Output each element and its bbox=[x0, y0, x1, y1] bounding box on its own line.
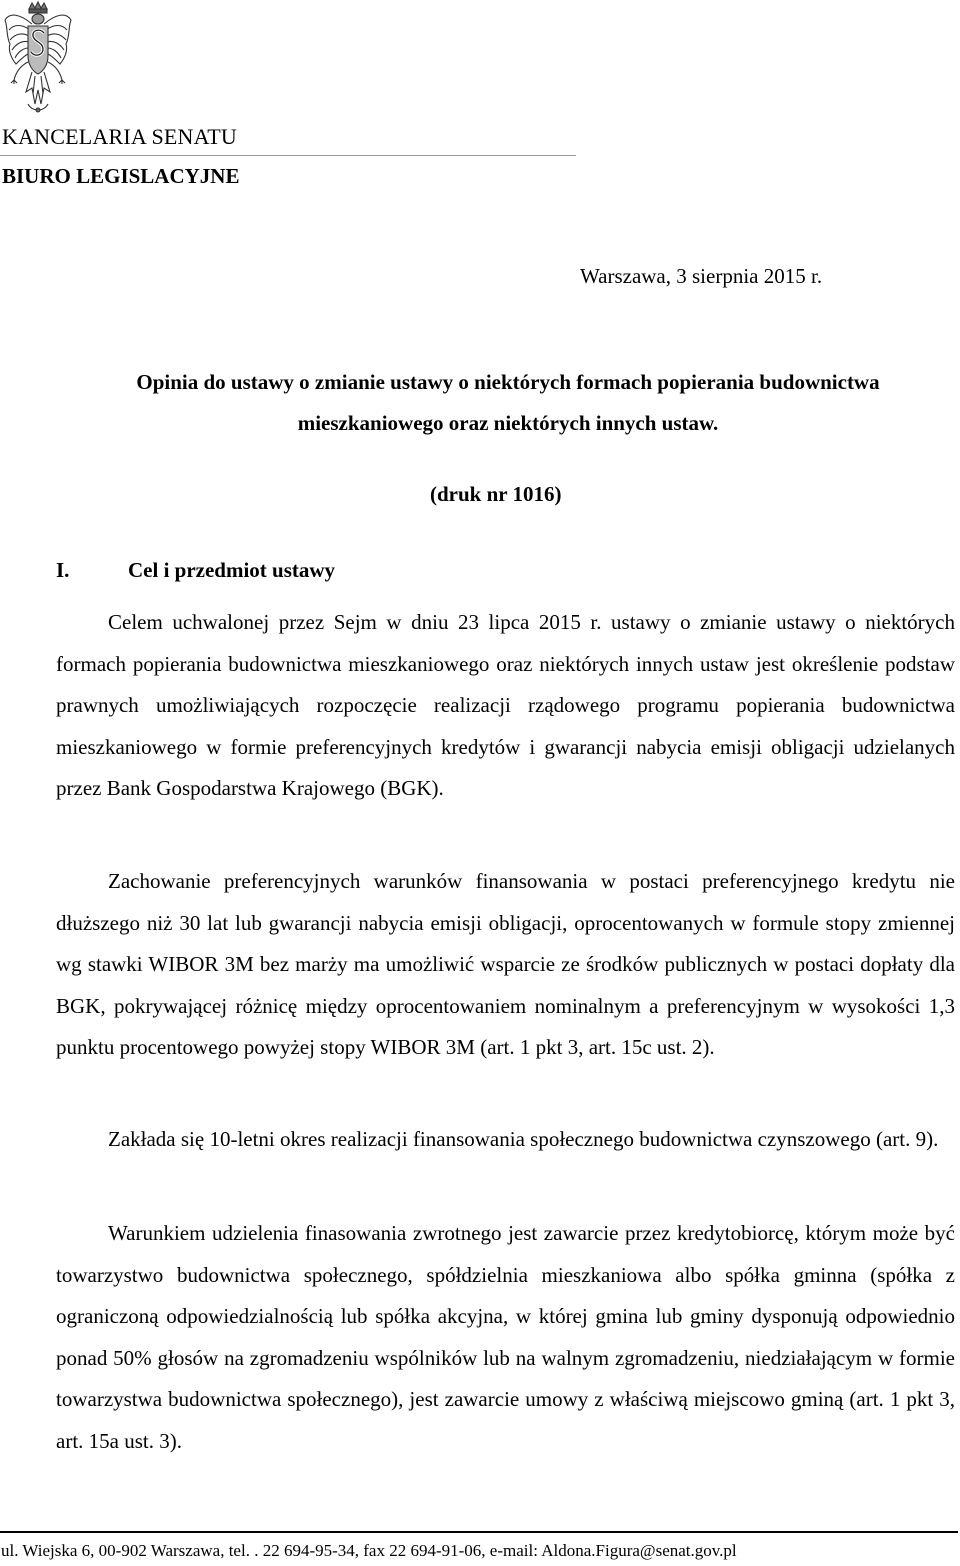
header-divider bbox=[0, 155, 576, 156]
paragraph-4: Warunkiem udzielenia finasowania zwrotnego jest zawarcie przez kredytobiorcę, którym może być towarzystwo budownictwa społecznego, spółdzielnia mieszkaniowa albo spółka gminna (spółka z ograniczoną odpowiedzialnością lub spółka akcyjna, w której gmina lub gminy dysponują odpowiednio ponad 50% głosów na zgromadzeniu wspólników lub na walnym zgromadzeniu, niedziałającym w formie towarzystwa budownictwa społecznego), jest zawarcie umowy z właściwą miejscowo gminą (art. 1 pkt 3, art. 15a ust. 3). bbox=[56, 1221, 955, 1453]
senate-eagle-emblem-icon bbox=[2, 0, 74, 118]
paragraph-2: Zachowanie preferencyjnych warunków finansowania w postaci preferencyjnego kredytu nie dłuższego niż 30 lat lub gwarancji nabycia emisji obligacji, oprocentowanych w formule stopy zmiennej wg stawki WIBOR 3M bez marży ma umożliwić wsparcie ze środków publicznych w postaci dopłaty dla BGK, pokrywającej różnicę między oprocentowaniem nominalnym a preferencyjnym w wysokości 1,3 punktu procentowego powyżej stopy WIBOR 3M (art. 1 pkt 3, art. 15c ust. 2). bbox=[56, 869, 955, 1060]
document-date: Warszawa, 3 sierpnia 2015 r. bbox=[580, 264, 823, 288]
footer-address: ul. Wiejska 6, 00-902 Warszawa, tel. . 22 694-95-34, fax 22 694-91-06, e-mail: Aldona.Figura@senat.gov.pl bbox=[1, 1541, 737, 1560]
document-title-line-2: mieszkaniowego oraz niektórych innych ustaw. bbox=[297, 411, 719, 435]
section-title: Cel i przedmiot ustawy bbox=[128, 558, 336, 582]
paragraph-1: Celem uchwalonej przez Sejm w dniu 23 lipca 2015 r. ustawy o zmianie ustawy o niektórych formach popierania budownictwa mieszkaniowego oraz niektórych innych ustaw jest określenie podstaw prawnych umożliwiających rozpoczęcie realizacji rządowego programu popierania budownictwa mieszkaniowego w formie preferencyjnych kredytów i gwarancji nabycia emisji obligacji udzielanych przez Bank Gospodarstwa Krajowego (BGK). bbox=[56, 610, 955, 801]
section-heading bbox=[56, 556, 335, 584]
document-title-line-1: Opinia do ustawy o zmianie ustawy o niektórych formach popierania budownictwa bbox=[136, 370, 880, 394]
footer-divider bbox=[0, 1531, 958, 1533]
document-title bbox=[0, 362, 960, 444]
org-name: KANCELARIA SENATU bbox=[2, 124, 238, 149]
section-number: I. bbox=[56, 558, 70, 582]
print-number: (druk nr 1016) bbox=[430, 482, 562, 506]
paragraph-3: Zakłada się 10-letni okres realizacji finansowania społecznego budownictwa czynszowego (art. 9). bbox=[108, 1127, 939, 1151]
org-unit: BIURO LEGISLACYJNE bbox=[2, 164, 240, 188]
